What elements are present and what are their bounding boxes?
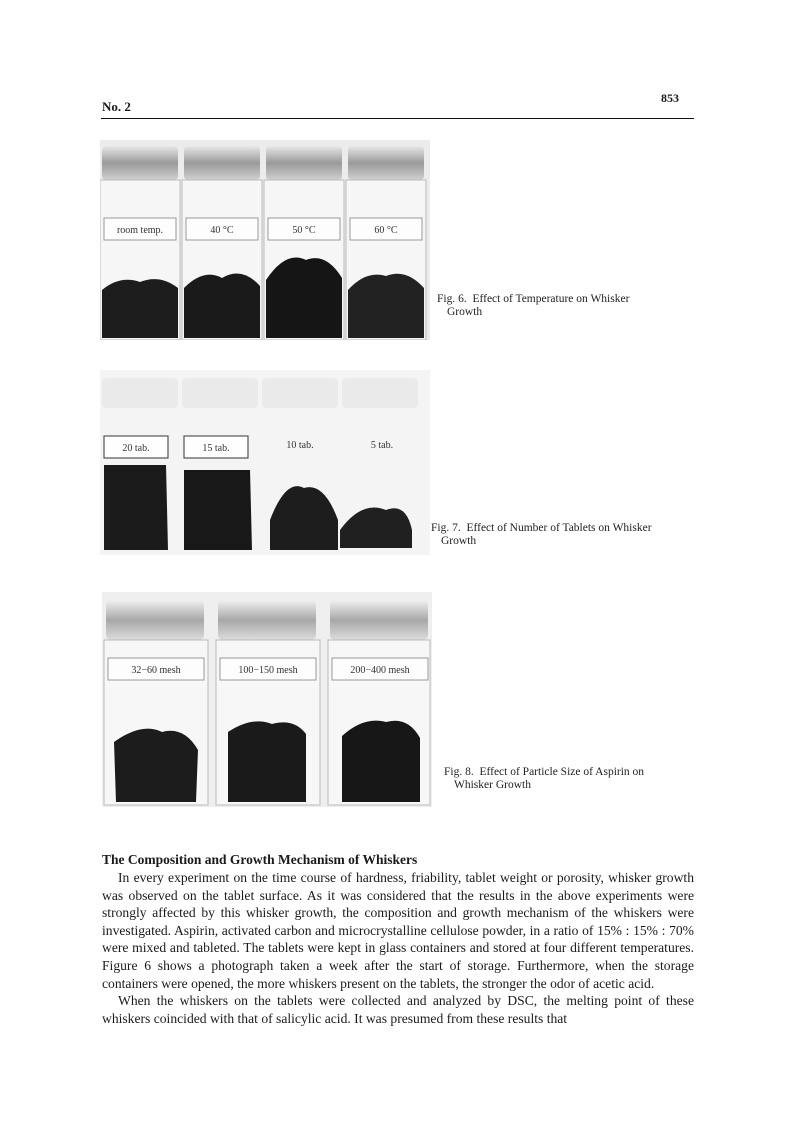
body-text xyxy=(102,869,694,1027)
section-heading: The Composition and Growth Mechanism of Whiskers xyxy=(102,852,418,867)
header-rule xyxy=(101,118,694,119)
figure-8-caption-line1: Effect of Particle Size of Aspirin on xyxy=(479,766,645,778)
jar-8-label-3: 200−400 mesh xyxy=(350,665,410,676)
figure-7-caption-line2: Growth xyxy=(441,535,477,547)
jar-8-label-2: 100−150 mesh xyxy=(238,665,298,676)
figure-7-caption-line1: Effect of Number of Tablets on Whisker xyxy=(466,522,652,534)
jar-label-3: 50 °C xyxy=(292,225,316,236)
jar-7-label-2: 15 tab. xyxy=(202,443,230,454)
jar-8-label-1: 32−60 mesh xyxy=(131,665,181,676)
paragraph-2: When the whiskers on the tablets were collected and analyzed by DSC, the melting point of these whiskers coincided with that of salicylic acid. It was presumed from these results that xyxy=(102,993,694,1026)
jar-200-400-mesh xyxy=(328,600,430,805)
jar-label-2: 40 °C xyxy=(210,225,234,236)
figure-7-caption xyxy=(431,522,701,548)
jar-100-150-mesh xyxy=(216,600,320,805)
jar-room-temp xyxy=(100,146,180,340)
figure-6-caption xyxy=(437,293,697,319)
figure-7-caption-prefix: Fig. 7. xyxy=(431,522,461,534)
figure-6-photo xyxy=(100,140,430,340)
figure-6-caption-prefix: Fig. 6. xyxy=(437,293,467,305)
jar-label-4: 60 °C xyxy=(374,225,398,236)
jar-label-1: room temp. xyxy=(116,225,164,236)
jar-40c xyxy=(182,146,262,340)
jar-7-label-4: 5 tab. xyxy=(370,440,394,451)
jar-7-label-3: 10 tab. xyxy=(286,440,314,451)
figure-6-caption-line1: Effect of Temperature on Whisker xyxy=(472,293,630,305)
page-number: 853 xyxy=(661,91,679,105)
figure-8-caption-prefix: Fig. 8. xyxy=(444,766,474,778)
figure-6-caption-line2: Growth xyxy=(447,306,483,318)
paragraph-1: In every experiment on the time course of hardness, friability, tablet weight or porosity, whisker growth was observed on the tablet surface. As it was considered that the results in the above experiments were strongly affected by this whisker growth, the composition and growth mechanism of the whiskers were investigated. Aspirin, activated carbon and microcrystalline cellulose powder, in a ratio of 15% : 15% : 70% were mixed and tableted. The tablets were kept in glass containers and stored at four different temperatures. Figure 6 shows a photograph taken a week after the start of storage. Furthermore, when the storage containers were opened, the more whiskers present on the tablets, the stronger the odor of acetic acid. xyxy=(102,870,694,991)
jar-7-label-1: 20 tab. xyxy=(122,443,150,454)
journal-issue: No. 2 xyxy=(102,99,131,114)
figure-8-photo xyxy=(102,592,432,807)
jar-50c xyxy=(264,146,344,340)
figure-7-photo xyxy=(100,370,430,555)
jar-60c xyxy=(346,146,426,340)
figure-8-caption-line2: Whisker Growth xyxy=(454,779,531,791)
jar-32-60-mesh xyxy=(104,600,208,805)
figure-8-caption xyxy=(444,766,704,792)
